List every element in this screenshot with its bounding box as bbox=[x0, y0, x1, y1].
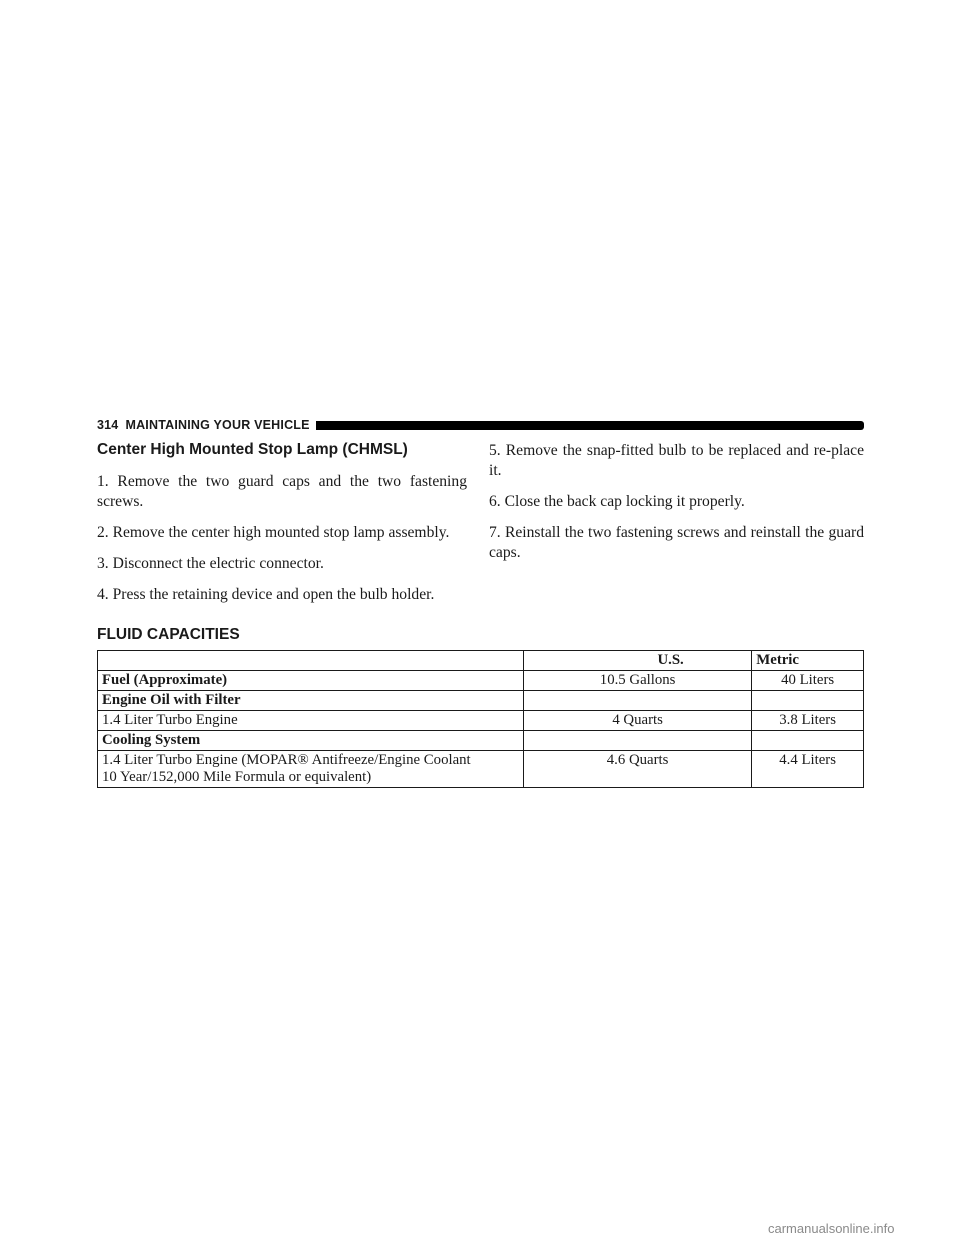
row-us-value: 4.6 Quarts bbox=[523, 751, 751, 788]
row-metric-value: 3.8 Liters bbox=[752, 711, 864, 731]
page-number: 314 bbox=[97, 418, 119, 432]
header-cell-metric: Metric bbox=[752, 651, 864, 671]
step-3: 3. Disconnect the electric connector. bbox=[97, 555, 324, 572]
row-metric-value bbox=[752, 691, 864, 711]
right-column bbox=[489, 440, 864, 574]
row-label: 1.4 Liter Turbo Engine bbox=[98, 711, 524, 731]
step-5: 5. Remove the snap-fitted bulb to be replaced and re-place it. bbox=[489, 442, 864, 479]
step-2: 2. Remove the center high mounted stop lamp assembly. bbox=[97, 524, 450, 541]
fluid-capacities-table bbox=[97, 650, 864, 788]
row-metric-value bbox=[752, 731, 864, 751]
row-us-value: 4 Quarts bbox=[523, 711, 751, 731]
step-1: 1. Remove the two guard caps and the two fastening screws. bbox=[97, 473, 467, 510]
row-metric-value: 4.4 Liters bbox=[752, 751, 864, 788]
row-label-line-1: 1.4 Liter Turbo Engine (MOPAR® Antifreeze/Engine Coolant bbox=[102, 752, 471, 768]
page-header bbox=[97, 418, 864, 432]
row-label: Fuel (Approximate) bbox=[98, 671, 524, 691]
header-cell-label bbox=[98, 651, 524, 671]
table-row bbox=[98, 691, 864, 711]
step-4: 4. Press the retaining device and open the bulb holder. bbox=[97, 586, 435, 603]
fluid-capacities-title: FLUID CAPACITIES bbox=[97, 626, 240, 643]
section-title: MAINTAINING YOUR VEHICLE bbox=[125, 418, 310, 432]
left-column bbox=[97, 440, 467, 616]
table-row bbox=[98, 731, 864, 751]
header-cell-us: U.S. bbox=[523, 651, 751, 671]
header-rule bbox=[316, 421, 864, 430]
row-metric-value: 40 Liters bbox=[752, 671, 864, 691]
row-label: Cooling System bbox=[98, 731, 524, 751]
row-label bbox=[98, 751, 524, 788]
table-row bbox=[98, 751, 864, 788]
watermark: carmanualsonline.info bbox=[768, 1221, 895, 1236]
step-7: 7. Reinstall the two fastening screws and reinstall the guard caps. bbox=[489, 524, 864, 561]
table-row bbox=[98, 671, 864, 691]
step-6: 6. Close the back cap locking it properly. bbox=[489, 493, 745, 510]
row-us-value bbox=[523, 731, 751, 751]
chmsl-heading: Center High Mounted Stop Lamp (CHMSL) bbox=[97, 441, 408, 458]
table-row bbox=[98, 711, 864, 731]
row-us-value bbox=[523, 691, 751, 711]
row-label-line-2: 10 Year/152,000 Mile Formula or equivalent) bbox=[102, 769, 372, 785]
table-header-row bbox=[98, 651, 864, 671]
row-us-value: 10.5 Gallons bbox=[523, 671, 751, 691]
row-label: Engine Oil with Filter bbox=[98, 691, 524, 711]
